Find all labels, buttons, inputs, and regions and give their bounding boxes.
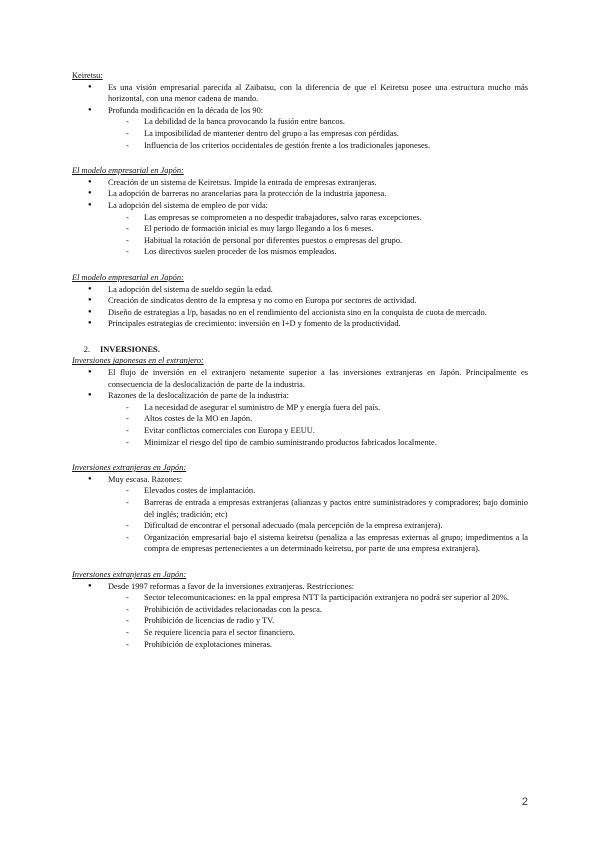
section-title: Inversiones japonesas en el extranjero: bbox=[72, 356, 204, 366]
list-item: ● La adopción de barreras no arancelarias para la protección de la industria japonesa. bbox=[72, 188, 528, 200]
sub-item: - Los directivos suelen proceder de los mismos empleados. bbox=[72, 246, 528, 258]
sub-item: - Organización empresarial bajo el sistema keiretsu (penaliza a las empresas externas al grupo; impedimentos a la compra de empresas pertenecientes a un determinado keiretsu, por parte de una empresa extranjera). bbox=[72, 532, 528, 555]
sub-list bbox=[72, 212, 528, 258]
document-page bbox=[72, 70, 528, 664]
sub-item: - Dificultad de encontrar el personal adecuado (mala percepción de la empresa extranjera). bbox=[72, 520, 528, 532]
section-keiretsu bbox=[72, 70, 528, 151]
list-item bbox=[72, 105, 528, 117]
list-item: ● La adopción del sistema de empleo de por vida: bbox=[72, 200, 528, 212]
sub-item: - Elevados costes de implantación. bbox=[72, 485, 528, 497]
list-item: ● Desde 1997 reformas a favor de la inversiones extranjeras. Restricciones: bbox=[72, 581, 528, 593]
sub-item: - Influencia de los criterios occidentales de gestión frente a los tradicionales japoneses. bbox=[72, 140, 528, 152]
bullet-list bbox=[72, 177, 528, 212]
section-title: El modelo empresarial en Japón: bbox=[72, 166, 184, 176]
list-item: ● Diseño de estrategias a l/p, basadas no en el rendimiento del accionista sino en la conquista de cuota de mercado. bbox=[72, 307, 528, 319]
list-item-text: Profunda modificación en la década de los 90: bbox=[108, 105, 264, 115]
sub-item: - La imposibilidad de mantener dentro del grupo a las empresas con pérdidas. bbox=[72, 128, 528, 140]
section-inv-japonesas bbox=[72, 355, 528, 448]
bullet-list bbox=[72, 82, 528, 117]
heading-text: INVERSIONES bbox=[100, 344, 158, 354]
sub-list bbox=[72, 592, 528, 650]
sub-item: - Sector telecomunicaciones: en la ppal empresa NTT la participación extranjera no podrá ser superior al 20%. bbox=[72, 592, 528, 604]
sub-item: - Prohibición de licencias de radio y TV. bbox=[72, 615, 528, 627]
bullet-list bbox=[72, 474, 528, 486]
sub-item: - La debilidad de la banca provocando la fusión entre bancos. bbox=[72, 116, 528, 128]
section-modelo-2 bbox=[72, 272, 528, 330]
sub-list bbox=[72, 485, 528, 555]
bullet-list bbox=[72, 581, 528, 593]
sub-item: - Habitual la rotación de personal por diferentes puestos o empresas del grupo. bbox=[72, 235, 528, 247]
section-inv-extranjeras-2 bbox=[72, 569, 528, 650]
sub-list bbox=[72, 402, 528, 448]
heading-suffix: . bbox=[157, 344, 160, 354]
sub-item: - Las empresas se comprometen a no despedir trabajadores, salvo raras excepciones. bbox=[72, 212, 528, 224]
section-modelo-1 bbox=[72, 165, 528, 258]
sub-item: - Prohibición de actividades relacionadas con la pesca. bbox=[72, 604, 528, 616]
bullet-list bbox=[72, 284, 528, 330]
sub-item: - Evitar conflictos comerciales con Europa y EEUU. bbox=[72, 425, 528, 437]
list-item: ● Es una visión empresarial parecida al Zaibatsu, con la diferencia de que el Keiretsu posee una estructura mucho más horizontal, con una menor cadena de mando. bbox=[72, 82, 528, 105]
section-title: Inversiones extranjeras en Japón: bbox=[72, 569, 187, 579]
list-item: ● Creación de sindicatos dentro de la empresa y no como en Europa por sectores de actividad. bbox=[72, 295, 528, 307]
sub-item: - El periodo de formación inicial es muy largo llegando a los 6 meses. bbox=[72, 223, 528, 235]
page-number: 2 bbox=[521, 796, 528, 808]
sub-item: - Altos costes de la MO en Japón. bbox=[72, 413, 528, 425]
heading-number: 2. bbox=[83, 344, 90, 354]
list-item: ● El flujo de inversión en el extranjero netamente superior a las inversiones extranjeras en Japón. Principalmente es consecuencia de la deslocalización de parte de la industria. bbox=[72, 367, 528, 390]
list-item: ● Creación de un sistema de Keiretsus. Impide la entrada de empresas extranjeras. bbox=[72, 177, 528, 189]
sub-item: - Prohibición de explotaciones mineras. bbox=[72, 639, 528, 651]
sub-item: - La necesidad de asegurar el suministro de MP y energía fuera del país. bbox=[72, 402, 528, 414]
sub-list bbox=[72, 116, 528, 151]
section-title: Inversiones extranjeras en Japón: bbox=[72, 463, 187, 473]
section-inv-extranjeras-1 bbox=[72, 462, 528, 555]
list-item: ● Razones de la deslocalización de parte de la industria: bbox=[72, 390, 528, 402]
section-title: Keiretsu: bbox=[72, 71, 103, 80]
section-title: El modelo empresarial en Japón: bbox=[72, 272, 184, 282]
list-item: ● La adopción del sistema de sueldo según la edad. bbox=[72, 284, 528, 296]
heading-inversiones bbox=[72, 344, 528, 356]
list-item: ● Principales estrategias de crecimiento: inversión en I+D y fomento de la productividad. bbox=[72, 318, 528, 330]
bullet-list bbox=[72, 367, 528, 402]
sub-item: - Se requiere licencia para el sector financiero. bbox=[72, 627, 528, 639]
sub-item: - Barreras de entrada a empresas extranjeras (alianzas y pactos entre suministradores y compradores; bajo dominio del inglés; tradición; etc) bbox=[72, 497, 528, 520]
sub-item: - Minimizar el riesgo del tipo de cambio suministrando productos fabricados localmente. bbox=[72, 437, 528, 449]
list-item: ● Muy escasa. Razones: bbox=[72, 474, 528, 486]
